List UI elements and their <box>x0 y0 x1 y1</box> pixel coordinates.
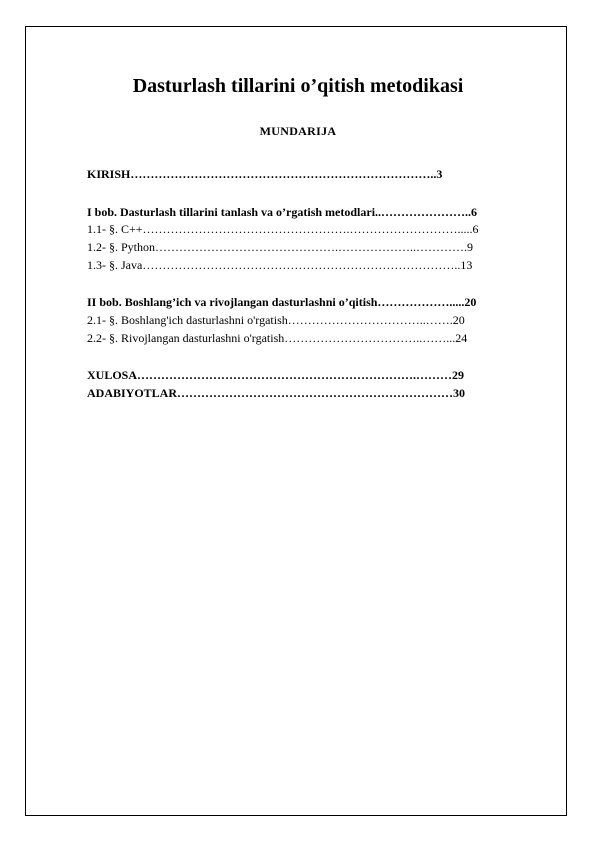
toc-entry-kirish: KIRISH…………………………………………………………………..3 <box>87 167 443 181</box>
toc-entry-adabiyotlar: ADABIYOTLAR……………………………………………………………30 <box>87 386 466 400</box>
toc-entry-section-2-2: 2.2- §. Rivojlangan dasturlashni o'rgatish……………………………..……...24 <box>87 331 468 345</box>
toc-entry-section-1-3: 1.3- §. Java……………………………………………………………………..13 <box>87 258 473 272</box>
toc-entry-chapter-1: I bob. Dasturlash tillarini tanlash va o’rgatish metodlari..…………………..6 <box>87 205 478 219</box>
toc-entry-xulosa: XULOSA…………………………………………………………….………29 <box>87 368 465 382</box>
toc-entry-chapter-2: II bob. Boshlang’ich va rivojlangan dasturlashni o’qitish……………….....20 <box>87 295 477 309</box>
toc-entry-section-1-2: 1.2- §. Python……………………………………….………………..………….9 <box>87 240 474 254</box>
toc-entry-section-1-1: 1.1- §. C++…………………………………………….……………………….....6 <box>87 222 479 236</box>
toc-entry-section-2-1: 2.1- §. Boshlang'ich dasturlashni o'rgatish……………………………..…….20 <box>87 313 465 327</box>
toc-heading: MUNDARIJA <box>259 124 337 138</box>
page-border <box>25 26 567 816</box>
document-title: Dasturlash tillarini o’qitish metodikasi <box>132 75 464 97</box>
